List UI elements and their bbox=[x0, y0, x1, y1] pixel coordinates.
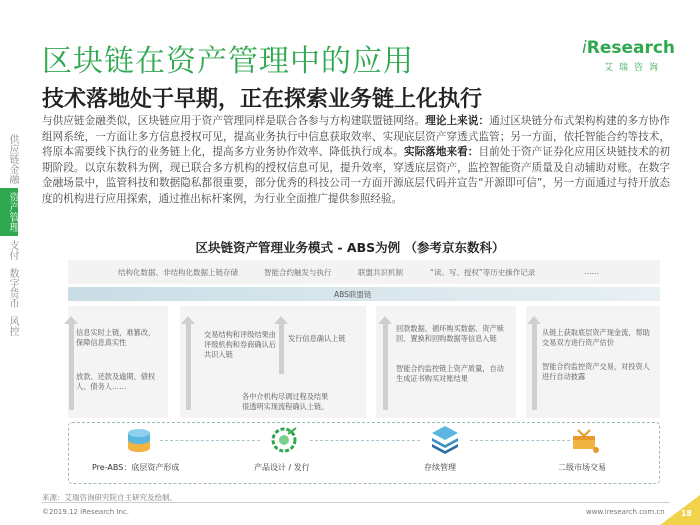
page-number: 18 bbox=[680, 509, 692, 518]
stage-duration: 存续管理 bbox=[424, 463, 456, 472]
gear-design-icon bbox=[270, 426, 300, 454]
feature-more: …… bbox=[584, 267, 599, 276]
panel4-text-b: 智能合约监控资产交易，对投资人进行自动披露 bbox=[542, 362, 650, 381]
coin-stack-icon bbox=[124, 426, 154, 454]
trading-cart-icon bbox=[570, 426, 602, 454]
arrow-shaft bbox=[69, 324, 74, 410]
arrow-shaft bbox=[532, 324, 537, 410]
footer-copyright: ©2019.12 iResearch Inc. bbox=[42, 508, 130, 516]
sidebar-item-risk-control[interactable]: 风控 bbox=[7, 316, 18, 336]
arrow-shaft bbox=[383, 324, 388, 410]
arrow-up-icon bbox=[378, 316, 392, 324]
para-part2: 通过区块链分布式架构构建的多方协作组网系统，一方面让多方信息授权可见，提高业务执行中信息获取效率、实现底层资产穿透式监管；另一方面，依托智能合约等技术，将原本需要线下执行的业务链上化，提高多方业务协作效率、降低执行成本。 bbox=[42, 115, 671, 159]
footer-url[interactable]: www.iresearch.com.cn bbox=[586, 508, 665, 516]
para-label2: 实际落地来看： bbox=[403, 146, 479, 159]
intro-paragraph bbox=[42, 114, 670, 208]
arrow-shaft bbox=[279, 324, 284, 374]
panel2-text-a: 交易结构和评级结果由评级机构和券商确认后共识入链 bbox=[204, 330, 276, 359]
page-title: 区块链在资产管理中的应用 bbox=[42, 44, 414, 79]
feature-consensus: 联盟共识机制 bbox=[358, 268, 403, 277]
arrow-shaft bbox=[186, 324, 191, 410]
logo-cn: 艾瑞咨询 bbox=[604, 63, 665, 73]
panel-design-issue bbox=[180, 306, 366, 418]
footer-source: 来源：艾瑞咨询研究院自主研究及绘制。 bbox=[42, 493, 177, 502]
panel2-text-c: 各中介机构尽调过程及结果很透明实现流程确认上链。 bbox=[242, 392, 329, 411]
feature-history: “读、写、授权”等历史操作记录 bbox=[430, 268, 536, 277]
panel-secondary bbox=[526, 306, 660, 418]
arrow-up-icon bbox=[64, 316, 78, 324]
stage-connector bbox=[310, 440, 420, 441]
sidebar-item-asset-management[interactable]: 资产管理 bbox=[0, 188, 18, 236]
logo-prefix: i bbox=[582, 38, 587, 58]
para-part1: 与供应链金融类似，区块链应用于资产管理同样是联合各参与方构建联盟链网络。 bbox=[42, 115, 426, 127]
chain-features-row bbox=[68, 260, 660, 284]
layers-icon bbox=[430, 424, 460, 454]
panel2-text-b: 发行信息确认上链 bbox=[288, 334, 346, 343]
abs-chain-bar bbox=[68, 287, 660, 301]
arrow-up-icon bbox=[527, 316, 541, 324]
stage-design-issue: 产品设计 / 发行 bbox=[254, 463, 310, 472]
panel3-text-b: 智能合约监控链上资产质量，自动生成证书购买对账结果 bbox=[396, 364, 504, 383]
panel1-text-b: 放款、还款及逾期、债权人、债务人…… bbox=[76, 372, 156, 391]
sidebar-nav bbox=[0, 130, 18, 340]
para-part3: 目前处于资产证券化应用区块链技术的初期阶段。以京东数科为例，现已联合多方机构的授权信息可见，提升效率，穿透底层资产，监控智能资产质量及自动辅助对账。在数字金融场景中，监管科技和数据隐私都很重要，部分优秀的科技公司一方面开源底层代码并宣告“开源即可信”，另一方面通过与持开放态度的机构进行应用探索，通过推出标杆案例，为行业全面推广提供参照经验。 bbox=[42, 146, 671, 205]
stage-pre-abs: Pre-ABS：底层资产形成 bbox=[92, 463, 180, 472]
panel3-text-a: 回款数据、循环购买数据、资产赎回、置换和回购数据等信息入链 bbox=[396, 324, 504, 343]
logo-main: Research bbox=[586, 38, 676, 58]
arrow-up-icon bbox=[181, 316, 195, 324]
para-label1: 理论上来说： bbox=[425, 115, 490, 127]
panel-duration bbox=[376, 306, 516, 418]
panel-pre-abs bbox=[68, 306, 168, 418]
feature-contract: 智能合约触发与执行 bbox=[264, 268, 332, 277]
stage-connector bbox=[160, 440, 260, 441]
panel1-text-a: 信息实时上链，难篡改，保障信息真实性 bbox=[76, 328, 156, 347]
sidebar-item-payment[interactable]: 支付 bbox=[7, 240, 18, 260]
sidebar-item-supply-chain[interactable]: 供应链金融 bbox=[7, 134, 18, 184]
arrow-up-icon bbox=[274, 316, 288, 324]
sidebar-item-digital-currency[interactable]: 数字货币 bbox=[7, 268, 18, 308]
stage-secondary: 二级市场交易 bbox=[558, 463, 606, 472]
iresearch-logo bbox=[582, 38, 676, 73]
panel4-text-a: 从链上获取底层资产现金流，帮助交易双方进行资产估价 bbox=[542, 328, 650, 347]
feature-storage: 结构化数据、非结构化数据上链存储 bbox=[118, 268, 238, 277]
abs-chain-label: ABS联盟链 bbox=[334, 290, 372, 299]
page-subtitle: 技术落地处于早期，正在探索业务链上化执行 bbox=[42, 87, 483, 112]
figure-title: 区块链资产管理业务模式 - ABS为例 （参考京东数科） bbox=[195, 240, 505, 255]
stage-connector bbox=[470, 440, 570, 441]
footer-divider bbox=[42, 502, 670, 503]
